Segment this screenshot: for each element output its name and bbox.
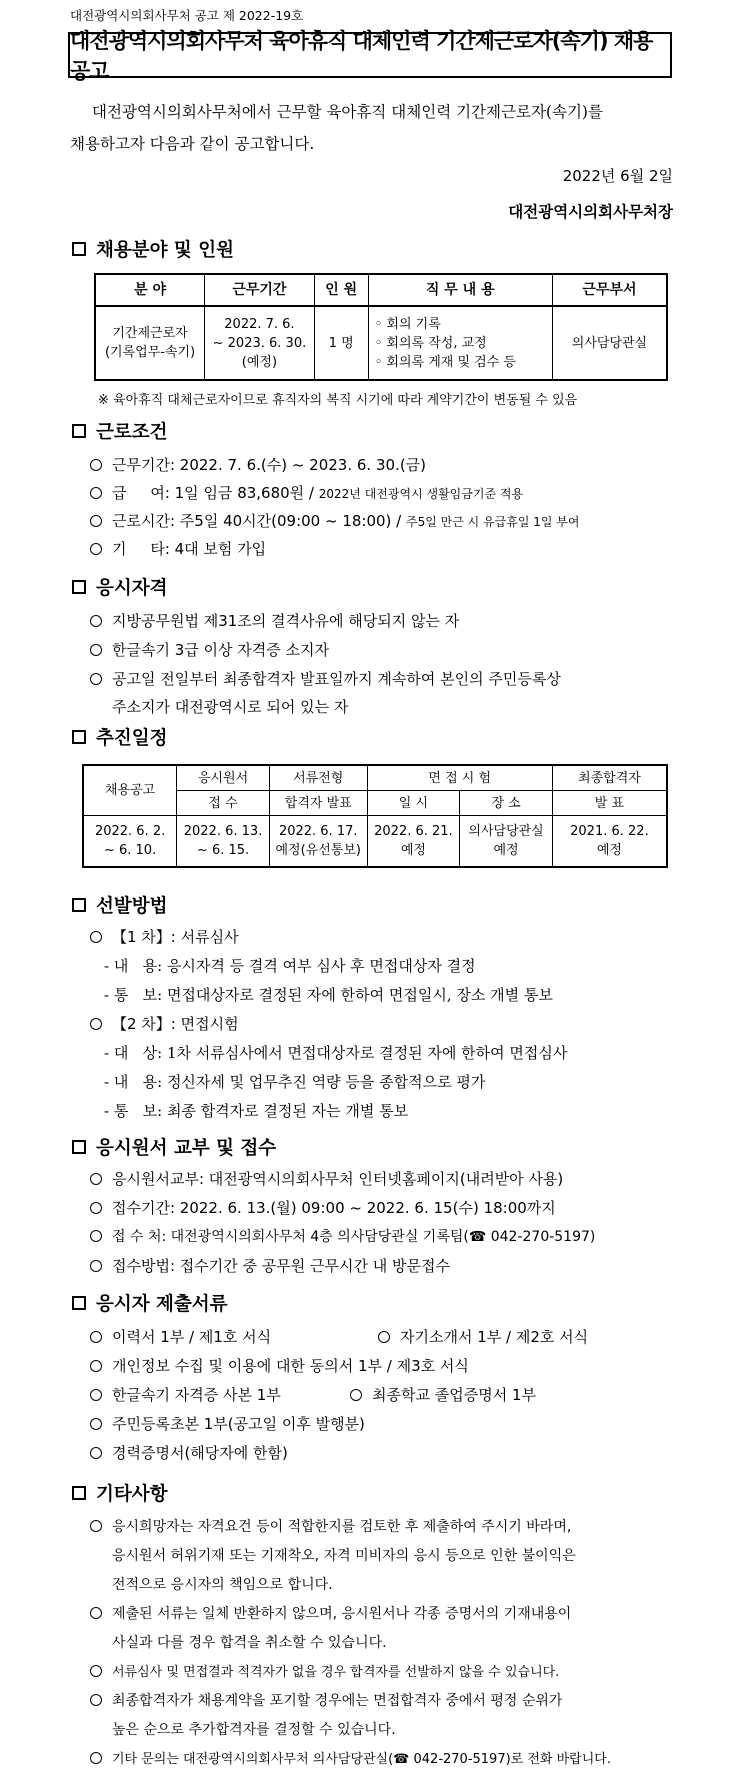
section-title: 선발방법 <box>96 896 168 917</box>
circle-bullet-icon <box>90 1520 102 1532</box>
circle-bullet-icon <box>90 1752 102 1764</box>
cell-text: 예정 <box>596 843 622 858</box>
item-text: 이력서 1부 / 제1호 서식 <box>112 1328 272 1346</box>
section-heading <box>72 236 234 262</box>
table-header: 서류전형 <box>269 765 367 791</box>
table-row <box>95 306 667 380</box>
cell-text: (기록업무-속기) <box>104 345 196 360</box>
circle-bullet-icon <box>90 615 102 627</box>
item-text: 근로시간: 주5일 40시간(09:00 ~ 18:00) / <box>112 512 406 530</box>
table-header: 발 표 <box>552 791 667 816</box>
condition-item <box>90 510 579 531</box>
table-cell <box>83 816 177 868</box>
table-cell <box>205 306 315 380</box>
cell-text: ~ 6. 10. <box>103 843 157 858</box>
item-text: 접수기간: 2022. 6. 13.(월) 09:00 ~ 2022. 6. 15(수) 18:00까지 <box>112 1199 556 1217</box>
section-title: 응시자 제출서류 <box>96 1294 228 1315</box>
circle-bullet-icon <box>90 1230 102 1242</box>
section-heading <box>72 892 167 918</box>
application-item <box>90 1255 450 1276</box>
table-header: 일 시 <box>367 791 460 816</box>
item-text: 응시원서교부: 대전광역시의회사무처 인터넷홈페이지(내려받아 사용) <box>112 1170 564 1188</box>
condition-item <box>90 454 426 475</box>
circle-bullet-icon <box>350 1389 362 1401</box>
square-bullet-icon <box>72 242 86 256</box>
table-cell: 의사담당관실 <box>552 306 667 380</box>
table-header: 근무기간 <box>205 274 315 306</box>
cell-text: ◦ 회의 기록 <box>374 316 441 332</box>
circle-bullet-icon <box>90 1331 102 1343</box>
item-text: 급 여: 1일 임금 83,680원 / <box>112 484 319 502</box>
circle-bullet-icon <box>90 1665 102 1677</box>
circle-bullet-icon <box>90 644 102 656</box>
table-header: 근무부서 <box>552 274 667 306</box>
square-bullet-icon <box>72 730 86 744</box>
cell-text: 2022. 6. 13. <box>183 824 263 839</box>
table-header: 분 야 <box>95 274 205 306</box>
cell-text: ◦ 회의록 게재 및 검수 등 <box>374 354 516 370</box>
table-cell <box>367 816 460 868</box>
table-cell <box>269 816 367 868</box>
misc-item <box>90 1690 562 1710</box>
item-text: 【2 차】: 면접시험 <box>112 1015 239 1033</box>
section-heading <box>72 1134 276 1160</box>
table-cell <box>95 306 205 380</box>
section-heading <box>72 418 167 444</box>
item-text: 기타 문의는 대전광역시의회사무처 의사담당관실(☎ 042-270-5197)로 전화 바랍니다. <box>112 1752 611 1767</box>
item-text: 접 수 처: 대전광역시의회사무처 4층 의사담당관실 기록팀(☎ 042-270-5197) <box>112 1229 596 1245</box>
condition-item <box>90 538 266 559</box>
circle-bullet-icon <box>90 1694 102 1706</box>
selection-detail: - 내 용: 정신자세 및 업무추진 역량 등을 종합적으로 평가 <box>104 1073 486 1091</box>
circle-bullet-icon <box>90 673 102 685</box>
table-cell <box>460 816 553 868</box>
square-bullet-icon <box>72 1486 86 1500</box>
document-item <box>90 1442 288 1463</box>
item-text: 자기소개서 1부 / 제2호 서식 <box>400 1328 589 1346</box>
cell-text: 예정 <box>493 843 519 858</box>
item-text: 개인정보 수집 및 이용에 대한 동의서 1부 / 제3호 서식 <box>112 1357 469 1375</box>
table-header: 채용공고 <box>83 765 177 816</box>
item-text: 서류심사 및 면접결과 적격자가 없을 경우 합격자를 선발하지 않을 수 있습니다. <box>112 1665 560 1680</box>
notice-number: 대전광역시의회사무처 공고 제 2022-19호 <box>70 8 304 23</box>
item-text: 한글속기 자격증 사본 1부 <box>112 1386 281 1404</box>
section-title: 응시자격 <box>96 578 168 599</box>
table-header-row <box>95 274 667 306</box>
square-bullet-icon <box>72 898 86 912</box>
item-subtext: 2022년 대전광역시 생활임금기준 적용 <box>318 487 524 501</box>
cell-text: ◦ 회의록 작성, 교정 <box>374 335 487 351</box>
item-text: 한글속기 3급 이상 자격증 소지자 <box>112 641 329 659</box>
notice-date: 2022년 6월 2일 <box>562 167 673 185</box>
table-row <box>83 816 667 868</box>
table-cell <box>177 816 270 868</box>
square-bullet-icon <box>72 1140 86 1154</box>
table-header: 응시원서 <box>177 765 270 791</box>
qualification-item <box>90 668 561 689</box>
recruit-note: ※ 육아휴직 대체근로자이므로 휴직자의 복직 시기에 따라 계약기간이 변동될 수 있음 <box>98 393 578 408</box>
item-text: 지방공무원법 제31조의 결격사유에 해당되지 않는 자 <box>112 612 460 630</box>
condition-item <box>90 482 523 503</box>
cell-text: 2022. 6. 17. <box>278 824 358 839</box>
qualification-item <box>90 610 459 631</box>
cell-text: 2022. 6. 2. <box>94 824 166 839</box>
cell-text: 2021. 6. 22. <box>570 824 649 839</box>
intro-line: 채용하고자 다음과 같이 공고합니다. <box>70 135 315 153</box>
selection-detail: - 대 상: 1차 서류심사에서 면접대상자로 결정된 자에 한하여 면접심사 <box>104 1044 568 1062</box>
cell-text: (예정) <box>241 354 278 370</box>
misc-item-cont: 전적으로 응시자의 책임으로 합니다. <box>112 1577 333 1593</box>
cell-text: 2022. 7. 6. <box>224 316 295 332</box>
item-text: 【1 차】: 서류심사 <box>112 928 239 946</box>
application-item <box>90 1197 556 1218</box>
item-text: 기 타: 4대 보험 가입 <box>112 540 267 558</box>
misc-item <box>90 1603 571 1623</box>
intro-line: 대전광역시의회사무처에서 근무할 육아휴직 대체인력 기간제근로자(속기)를 <box>92 103 603 121</box>
item-text: 제출된 서류는 일체 반환하지 않으며, 응시원서나 각종 증명서의 기재내용이 <box>112 1606 572 1622</box>
item-text: 공고일 전일부터 최종합격자 발표일까지 계속하여 본인의 주민등록상 <box>112 670 561 688</box>
intro-paragraph <box>70 96 674 160</box>
circle-bullet-icon <box>90 1173 102 1185</box>
circle-bullet-icon <box>90 1202 102 1214</box>
table-cell <box>368 306 552 380</box>
selection-detail: - 통 보: 면접대상자로 결정된 자에 한하여 면접일시, 장소 개별 통보 <box>104 986 553 1004</box>
cell-text: ~ 2023. 6. 30. <box>212 335 307 351</box>
circle-bullet-icon <box>90 1418 102 1430</box>
table-header: 최종합격자 <box>552 765 667 791</box>
schedule-table <box>82 764 668 868</box>
selection-step <box>90 1013 239 1034</box>
cell-text: ~ 6. 15. <box>196 843 250 858</box>
document-item <box>350 1384 536 1405</box>
circle-bullet-icon <box>90 1447 102 1459</box>
section-heading <box>72 1290 228 1316</box>
selection-step <box>90 926 239 947</box>
item-subtext: 주5일 만근 시 유급휴일 1일 부여 <box>406 515 580 529</box>
circle-bullet-icon <box>90 515 102 527</box>
table-header: 면 접 시 험 <box>367 765 552 791</box>
item-text: 근무기간: 2022. 7. 6.(수) ~ 2023. 6. 30.(금) <box>112 456 427 474</box>
document-item <box>378 1326 588 1347</box>
cell-text: 2022. 6. 21. <box>374 824 453 839</box>
circle-bullet-icon <box>90 459 102 471</box>
section-title: 추진일정 <box>96 728 168 749</box>
section-title: 응시원서 교부 및 접수 <box>96 1138 277 1159</box>
qualification-item <box>90 639 329 660</box>
selection-detail: - 통 보: 최종 합격자로 결정된 자는 개별 통보 <box>104 1102 409 1120</box>
misc-item <box>90 1661 559 1680</box>
circle-bullet-icon <box>90 543 102 555</box>
table-cell: 1 명 <box>314 306 368 380</box>
document-item <box>90 1413 365 1434</box>
table-header: 직 무 내 용 <box>368 274 552 306</box>
misc-item <box>90 1516 571 1536</box>
recruit-table <box>94 273 668 381</box>
table-header: 합격자 발표 <box>269 791 367 816</box>
circle-bullet-icon <box>90 1389 102 1401</box>
cell-text: 의사담당관실 <box>468 824 544 839</box>
item-text: 접수방법: 접수기간 중 공무원 근무시간 내 방문접수 <box>112 1257 450 1275</box>
item-text: 주민등록초본 1부(공고일 이후 발행분) <box>112 1415 365 1433</box>
document-item <box>90 1355 469 1376</box>
section-heading <box>72 724 167 750</box>
circle-bullet-icon <box>90 1360 102 1372</box>
issuer: 대전광역시의회사무처장 <box>508 203 673 221</box>
cell-text: 예정(유선통보) <box>275 843 361 858</box>
item-text: 최종합격자가 채용계약을 포기할 경우에는 면접합격자 중에서 평정 순위가 <box>112 1693 563 1709</box>
section-title: 근로조건 <box>96 422 168 443</box>
misc-item-cont: 높은 순으로 추가합격자를 결정할 수 있습니다. <box>112 1722 396 1738</box>
misc-item-cont: 사실과 다를 경우 합격을 취소할 수 있습니다. <box>112 1635 387 1651</box>
misc-item <box>90 1748 611 1767</box>
circle-bullet-icon <box>90 1260 102 1272</box>
table-header: 접 수 <box>177 791 270 816</box>
section-title: 기타사항 <box>96 1484 168 1505</box>
circle-bullet-icon <box>90 931 102 943</box>
cell-text: 예정 <box>400 843 426 858</box>
table-header: 인 원 <box>314 274 368 306</box>
table-header: 장 소 <box>460 791 553 816</box>
item-text: 응시희망자는 자격요건 등이 적합한지를 검토한 후 제출하여 주시기 바라며, <box>112 1519 572 1535</box>
application-item <box>90 1226 595 1246</box>
selection-detail: - 내 용: 응시자격 등 결격 여부 심사 후 면접대상자 결정 <box>104 957 476 975</box>
circle-bullet-icon <box>90 1607 102 1619</box>
section-title: 채용분야 및 인원 <box>96 240 234 261</box>
square-bullet-icon <box>72 580 86 594</box>
page-title: 대전광역시의회사무처 육아휴직 대체인력 기간제근로자(속기) 채용 공고 <box>68 32 672 78</box>
table-header-row <box>83 765 667 791</box>
application-item <box>90 1168 563 1189</box>
square-bullet-icon <box>72 424 86 438</box>
square-bullet-icon <box>72 1296 86 1310</box>
cell-text: 기간제근로자 <box>112 326 188 341</box>
section-heading <box>72 574 167 600</box>
document-item <box>90 1326 271 1347</box>
circle-bullet-icon <box>90 1018 102 1030</box>
circle-bullet-icon <box>378 1331 390 1343</box>
section-heading <box>72 1480 167 1506</box>
document-item <box>90 1384 281 1405</box>
qualification-item-cont: 주소지가 대전광역시로 되어 있는 자 <box>112 698 349 716</box>
item-text: 최종학교 졸업증명서 1부 <box>372 1386 536 1404</box>
misc-item-cont: 응시원서 허위기재 또는 기재착오, 자격 미비자의 응시 등으로 인한 불이익은 <box>112 1548 576 1564</box>
circle-bullet-icon <box>90 487 102 499</box>
item-text: 경력증명서(해당자에 한함) <box>112 1444 288 1462</box>
table-cell <box>552 816 667 868</box>
